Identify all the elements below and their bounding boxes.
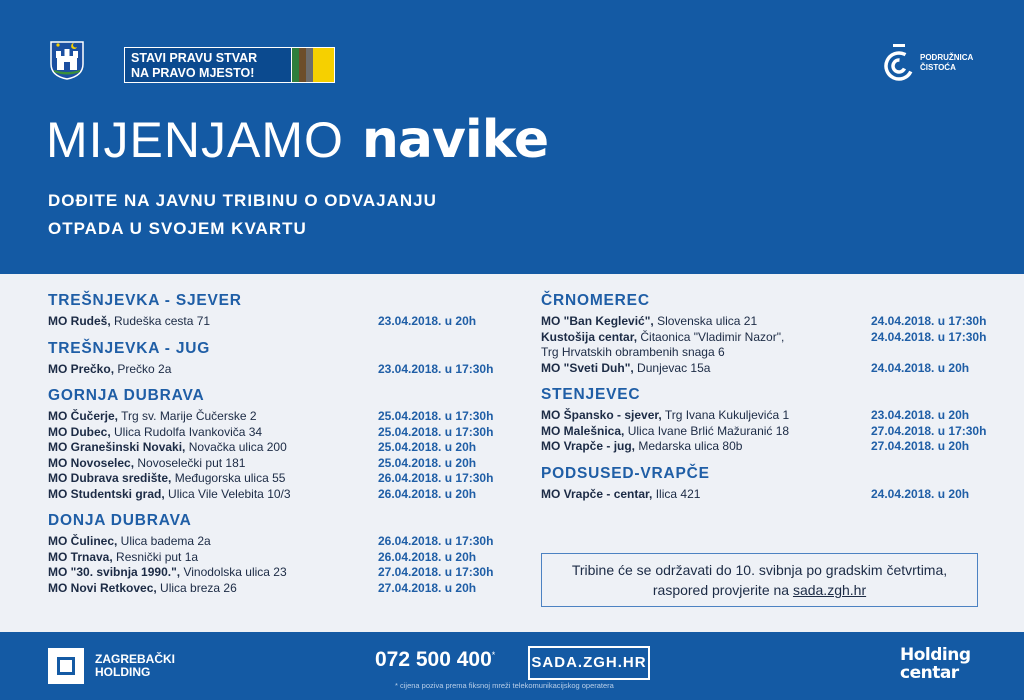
schedule-section: [48, 512, 498, 596]
location-name: MO Novi Retkovec,: [48, 580, 157, 595]
location-address: Rudeška cesta 71: [110, 314, 211, 328]
stripe-yellow: [313, 48, 334, 82]
notice-line-1: Tribine će se održavati do 10. svibnja po gradskim četvrtima,: [571, 562, 948, 578]
holding-line-2: HOLDING: [95, 665, 151, 679]
schedule-row: [541, 424, 991, 440]
event-date: 23.04.2018. u 20h: [871, 408, 970, 422]
event-date: 23.04.2018. u 17:30h: [378, 361, 494, 376]
location-address: Trg Hrvatskih obrambenih snaga 6: [541, 345, 725, 359]
location-address: Novačka ulica 200: [185, 440, 287, 454]
location-address: Ulica Ivane Brlić Mažuranić 18: [624, 423, 790, 438]
schedule-section: [48, 387, 498, 502]
location-address: Trg Ivana Kukuljevića 1: [661, 408, 790, 422]
location: [48, 362, 378, 378]
phone-mark: *: [491, 650, 496, 660]
slogan-color-stripes: [292, 47, 335, 83]
schedule-row: [541, 408, 991, 424]
schedule-row: [48, 565, 498, 581]
schedule-row: [48, 487, 498, 503]
website-box[interactable]: SADA.ZGH.HR: [528, 646, 650, 680]
location: [541, 424, 871, 440]
zagrebacki-holding-logo-icon: [48, 648, 84, 684]
schedule-row: [541, 314, 991, 330]
location-name: MO Rudeš,: [48, 314, 111, 328]
event-date: 26.04.2018. u 20h: [378, 549, 477, 564]
location: [48, 581, 378, 597]
event-date: 24.04.2018. u 17:30h: [871, 314, 987, 328]
location-address: Međugorska ulica 55: [171, 471, 286, 485]
location-name: MO Studentski grad,: [48, 486, 165, 501]
location: [48, 565, 378, 581]
section-title: DONJA DUBRAVA: [48, 512, 192, 529]
location-name: MO Novoselec,: [48, 455, 135, 470]
location-name: MO Špansko - sjever,: [541, 408, 662, 422]
headline: [46, 110, 548, 170]
stripe-brown: [299, 48, 306, 82]
event-date: 25.04.2018. u 17:30h: [378, 424, 494, 439]
location-name: MO Čučerje,: [48, 409, 119, 423]
header-banner: [0, 0, 1024, 274]
location-name: Kustošija centar,: [541, 329, 638, 344]
location: [541, 345, 871, 361]
event-date: 23.04.2018. u 20h: [378, 314, 477, 328]
schedule-row: [48, 425, 498, 441]
location: [48, 456, 378, 472]
location: [48, 314, 378, 330]
footer-banner: [0, 632, 1024, 700]
location-name: MO Malešnica,: [541, 423, 625, 438]
hc-line-1: Holding: [900, 645, 971, 665]
event-date: 25.04.2018. u 17:30h: [378, 409, 494, 423]
phone-footnote: * cijena poziva prema fiksnoj mreži telekomunikacijskog operatera: [395, 681, 614, 690]
location-name: MO Trnava,: [48, 549, 113, 564]
schedule-row: [48, 471, 498, 487]
schedule-row: [48, 456, 498, 472]
event-date: 27.04.2018. u 17:30h: [378, 565, 494, 579]
event-date: 25.04.2018. u 20h: [378, 440, 477, 454]
subheadline-line-2: OTPADA U SVOJEM KVARTU: [48, 219, 307, 238]
location: [541, 487, 871, 503]
event-date: 24.04.2018. u 20h: [871, 486, 970, 501]
schedule-row: [48, 581, 498, 597]
schedule-row: [541, 439, 991, 455]
location-name: MO "30. svibnja 1990.",: [48, 565, 181, 579]
phone-value: 072 500 400: [375, 648, 492, 671]
slogan-line-1: STAVI PRAVU STVAR: [131, 51, 258, 65]
location: [541, 314, 871, 330]
event-date: [871, 345, 991, 361]
subheadline: [48, 187, 437, 243]
schedule-section: [541, 292, 991, 376]
schedule-row: [48, 550, 498, 566]
location-name: MO Vrapče - jug,: [541, 439, 636, 453]
event-date: 26.04.2018. u 17:30h: [378, 471, 494, 485]
location-address: Dunjevac 15a: [633, 360, 711, 375]
location: [48, 487, 378, 503]
notice-link[interactable]: sada.zgh.hr: [792, 582, 867, 598]
location-name: MO Čulinec,: [48, 534, 118, 548]
schedule-section: [48, 292, 498, 330]
section-title: TREŠNJEVKA - SJEVER: [48, 292, 242, 309]
schedule-row: [541, 345, 991, 361]
schedule-section: [541, 465, 991, 503]
location-name: MO Dubec,: [48, 424, 111, 439]
schedule-row: [48, 534, 498, 550]
location-address: Prečko 2a: [114, 361, 172, 376]
schedule-row: [541, 487, 991, 503]
section-title: STENJEVEC: [541, 386, 641, 403]
location: [541, 361, 871, 377]
schedule-section: [48, 340, 498, 378]
event-date: 27.04.2018. u 20h: [378, 580, 477, 595]
notice-line-2: [542, 580, 977, 600]
location-address: Ulica breza 26: [156, 580, 237, 595]
phone-number: [375, 648, 495, 672]
location-name: MO Vrapče - centar,: [541, 486, 653, 501]
notice-line-2-prefix: raspored provjerite na: [652, 582, 793, 598]
event-date: 27.04.2018. u 20h: [871, 439, 970, 453]
holding-centar-logo: [900, 646, 971, 682]
location-address: Vinodolska ulica 23: [180, 565, 287, 579]
event-date: 26.04.2018. u 20h: [378, 486, 477, 501]
event-date: 24.04.2018. u 17:30h: [871, 329, 987, 344]
headline-part-2: navike: [361, 110, 549, 170]
location: [48, 425, 378, 441]
location: [48, 534, 378, 550]
section-title: PODSUSED-VRAPČE: [541, 464, 710, 482]
location-address: Ulica Vile Velebita 10/3: [164, 486, 291, 501]
holding-line-1: ZAGREBAČKI: [95, 652, 175, 666]
location: [48, 550, 378, 566]
location-address: Novoselečki put 181: [134, 455, 246, 470]
location-address: Ulica Rudolfa Ivankoviča 34: [110, 424, 263, 439]
headline-part-1: MIJENJAMO: [46, 112, 344, 168]
subheadline-line-1: DOĐITE NA JAVNU TRIBINU O ODVAJANJU: [48, 191, 437, 210]
location-name: MO "Ban Keglević",: [541, 314, 654, 328]
zagreb-crest-icon: [50, 40, 84, 80]
location-name: MO "Sveti Duh",: [541, 360, 634, 375]
cistoca-line-2: ČISTOĆA: [920, 63, 956, 72]
stripe-green: [292, 48, 299, 82]
schedule-right-column: [541, 292, 991, 512]
location-address: Ilica 421: [652, 486, 701, 501]
location-address: Medarska ulica 80b: [635, 439, 743, 453]
location-address: Ulica badema 2a: [117, 534, 211, 548]
slogan-line-2: NA PRAVO MJESTO!: [131, 66, 255, 80]
cistoca-line-1: PODRUŽNICA: [920, 53, 974, 62]
slogan-badge: [124, 47, 335, 83]
stripe-grey: [306, 48, 313, 82]
location-name: MO Granešinski Novaki,: [48, 440, 186, 454]
notice-box: [541, 553, 978, 607]
hc-line-2: centar: [900, 663, 959, 683]
schedule-row: [48, 314, 498, 330]
section-title: ČRNOMEREC: [541, 292, 650, 309]
location: [541, 439, 871, 455]
slogan-text: [124, 47, 292, 83]
schedule-row: [48, 440, 498, 456]
event-date: 24.04.2018. u 20h: [871, 360, 970, 375]
schedule-row: [48, 409, 498, 425]
section-title: TREŠNJEVKA - JUG: [48, 339, 211, 357]
section-title: GORNJA DUBRAVA: [48, 387, 205, 404]
event-date: 27.04.2018. u 17:30h: [871, 423, 987, 438]
location-address: Resnički put 1a: [112, 549, 199, 564]
zagrebacki-holding-name: [95, 653, 175, 679]
schedule-row: [541, 361, 991, 377]
schedule-row: [541, 330, 991, 346]
schedule-section: [541, 386, 991, 455]
event-date: 25.04.2018. u 20h: [378, 455, 477, 470]
location: [48, 440, 378, 456]
location-address: Čitaonica "Vladimir Nazor",: [637, 329, 785, 344]
location: [541, 408, 871, 424]
location-name: MO Dubrava središte,: [48, 471, 172, 485]
location: [541, 330, 871, 346]
location: [48, 471, 378, 487]
schedule-row: [48, 362, 498, 378]
location-address: Slovenska ulica 21: [653, 314, 758, 328]
location-address: Trg sv. Marije Čučerske 2: [118, 409, 257, 423]
event-date: 26.04.2018. u 17:30h: [378, 534, 494, 548]
cistoca-icon: [884, 44, 914, 82]
cistoca-logo: [884, 44, 973, 82]
location: [48, 409, 378, 425]
location-name: MO Prečko,: [48, 361, 115, 376]
schedule-left-column: [48, 292, 498, 606]
